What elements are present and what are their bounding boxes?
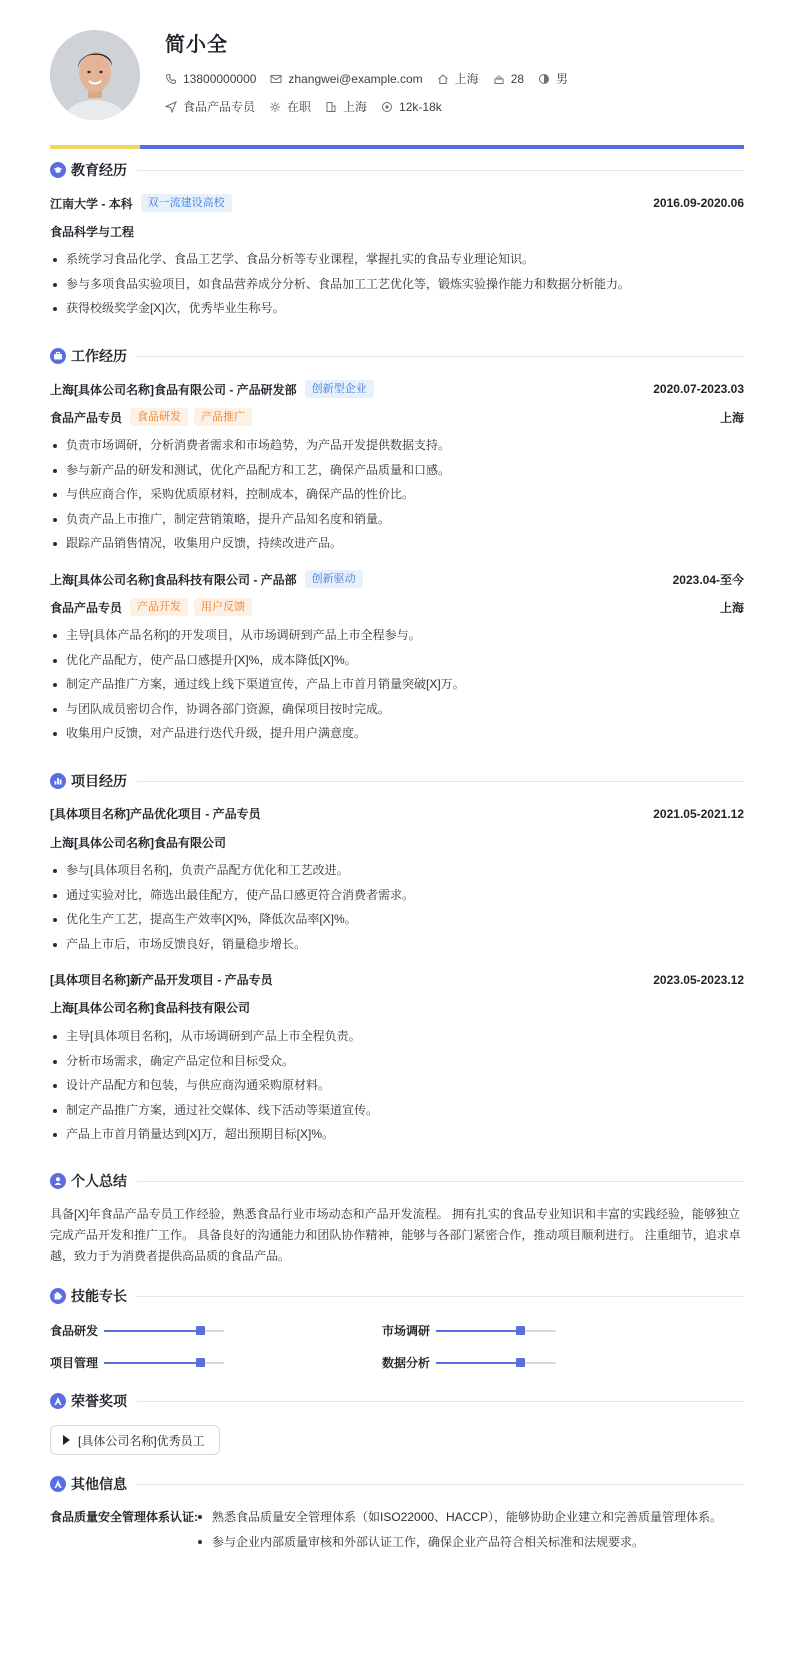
project-date: 2021.05-2021.12 <box>653 806 744 821</box>
info-icon <box>50 1476 66 1492</box>
profile-header <box>50 28 744 124</box>
award-icon <box>50 1393 66 1409</box>
job-1-role <box>50 408 744 426</box>
major-row <box>50 223 744 240</box>
education-date: 2016.09-2020.06 <box>653 196 744 210</box>
candidate-name: 简小全 <box>165 34 228 56</box>
gender-item <box>538 70 568 87</box>
job-1-header <box>50 380 744 398</box>
send-icon <box>165 101 177 113</box>
play-icon <box>63 1435 70 1445</box>
education-section-title: 教育经历 <box>50 160 744 180</box>
job-title-item <box>165 98 255 115</box>
skill-level-bar <box>436 1362 556 1364</box>
role-tag: 产品开发 <box>130 598 188 616</box>
project-1-bullets <box>50 858 744 956</box>
skill-item: 数据分析 <box>382 1354 556 1371</box>
other-label: 食品质量安全管理体系认证: <box>50 1510 198 1524</box>
projects-section-title: 项目经历 <box>50 771 744 791</box>
resume-page <box>50 0 744 1668</box>
graduation-cap-icon <box>50 162 66 178</box>
project-1-company <box>50 834 744 851</box>
award-label: [具体公司名称]优秀员工 <box>78 1433 205 1448</box>
other-section-title: 其他信息 <box>50 1474 744 1494</box>
list-item: 与供应商合作，采购优质原材料，控制成本，确保产品的性价比。 <box>50 482 744 507</box>
list-item: 设计产品配方和包装，与供应商沟通采购原材料。 <box>50 1073 744 1098</box>
contact-row <box>165 70 582 87</box>
salary-text: 12k-18k <box>399 99 442 114</box>
work-section-title: 工作经历 <box>50 346 744 366</box>
city-item <box>437 70 479 87</box>
building-icon <box>325 101 337 113</box>
summary-text: 具备[X]年食品产品专员工作经验，熟悉食品行业市场动态和产品开发流程。 拥有扎实的食品专业知识和丰富的实践经验，能够独立完成产品开发和推广工作。 具备良好的沟通能力和团队协作精神，能够与各部门紧密合作，推动项目顺利进行。 注重细节，追求卓越，致力于为消费者提供高品质的食品产品。 <box>50 1207 741 1263</box>
skill-item: 食品研发 <box>50 1322 224 1339</box>
project-2-header <box>50 971 744 988</box>
skill-level-bar <box>104 1362 224 1364</box>
job-location: 上海 <box>719 410 744 425</box>
list-item: 优化生产工艺，提高生产效率[X]%，降低次品率[X]%。 <box>50 907 744 932</box>
awards-section-title: 荣誉奖项 <box>50 1391 744 1411</box>
list-item: 参与多项食品实验项目，如食品营养成分分析、食品加工工艺优化等，锻炼实验操作能力和数据分析能力。 <box>50 272 744 297</box>
job-2-bullets <box>50 623 744 746</box>
list-item: 参与新产品的研发和测试，优化产品配方和工艺，确保产品质量和口感。 <box>50 458 744 483</box>
award-item[interactable] <box>50 1425 220 1455</box>
job-title-text: 食品产品专员 <box>183 100 256 114</box>
job-date: 2020.07-2023.03 <box>653 382 744 396</box>
mail-icon <box>270 73 282 85</box>
school-tag: 双一流建设高校 <box>141 194 232 212</box>
gender-icon <box>538 73 550 85</box>
salary-item <box>381 100 442 114</box>
skill-item: 市场调研 <box>382 1322 556 1339</box>
company-name: 上海[具体公司名称]食品科技有限公司 - 产品部 <box>50 572 297 587</box>
list-item: 跟踪产品销售情况，收集用户反馈，持续改进产品。 <box>50 531 744 556</box>
project-company: 上海[具体公司名称]食品科技有限公司 <box>50 1001 250 1015</box>
job-1-bullets <box>50 433 744 556</box>
phone-item <box>165 72 256 86</box>
role-title: 食品产品专员 <box>50 600 123 615</box>
project-company: 上海[具体公司名称]食品有限公司 <box>50 836 226 850</box>
education-header <box>50 194 744 212</box>
list-item: 主导[具体产品名称]的开发项目，从市场调研到产品上市全程参与。 <box>50 623 744 648</box>
other-list <box>196 1507 722 1557</box>
education-bullets <box>50 247 744 321</box>
header-divider-accent <box>50 145 140 149</box>
puzzle-icon <box>50 1288 66 1304</box>
list-item: 分析市场需求，确定产品定位和目标受众。 <box>50 1049 744 1074</box>
job-2-role <box>50 598 744 616</box>
project-2-company <box>50 999 744 1016</box>
summary-section-title: 个人总结 <box>50 1171 744 1191</box>
home-icon <box>437 73 449 85</box>
email-text: zhangwei@example.com <box>288 71 423 86</box>
city-text: 上海 <box>454 72 479 86</box>
company-tag: 创新型企业 <box>305 380 374 398</box>
skill-item: 项目管理 <box>50 1354 224 1371</box>
status-text: 在职 <box>287 100 312 114</box>
header-divider <box>50 145 744 149</box>
skills-section-title: 技能专长 <box>50 1286 744 1306</box>
briefcase-icon <box>50 348 66 364</box>
target-city-item <box>325 98 367 115</box>
list-item: 负责产品上市推广，制定营销策略，提升产品知名度和销量。 <box>50 507 744 532</box>
age-item <box>493 72 524 86</box>
cake-icon <box>493 73 505 85</box>
school-name: 江南大学 - 本科 <box>50 196 133 211</box>
email-item <box>270 72 422 86</box>
job-2-header <box>50 570 744 588</box>
project-2-bullets <box>50 1024 744 1147</box>
list-item: 负责市场调研，分析消费者需求和市场趋势，为产品开发提供数据支持。 <box>50 433 744 458</box>
list-item: 获得校级奖学金[X]次，优秀毕业生称号。 <box>50 296 744 321</box>
skill-level-bar <box>436 1330 556 1332</box>
status-item <box>269 98 311 115</box>
bar-chart-icon <box>50 773 66 789</box>
role-title: 食品产品专员 <box>50 410 123 425</box>
job-date: 2023.04-至今 <box>672 572 744 587</box>
coin-icon <box>381 101 393 113</box>
list-item: 参与[具体项目名称]，负责产品配方优化和工艺改进。 <box>50 858 744 883</box>
list-item: 参与企业内部质量审核和外部认证工作，确保企业产品符合相关标准和法规要求。 <box>196 1532 722 1557</box>
target-city-text: 上海 <box>343 100 368 114</box>
role-tag: 食品研发 <box>130 408 188 426</box>
list-item: 优化产品配方，使产品口感提升[X]%，成本降低[X]%。 <box>50 648 744 673</box>
list-item: 通过实验对比，筛选出最佳配方，使产品口感更符合消费者需求。 <box>50 883 744 908</box>
job-intent-row <box>165 98 456 115</box>
list-item: 产品上市后，市场反馈良好，销量稳步增长。 <box>50 932 744 957</box>
list-item: 收集用户反馈，对产品进行迭代升级，提升用户满意度。 <box>50 721 744 746</box>
phone-text: 13800000000 <box>183 71 257 86</box>
role-tag: 用户反馈 <box>194 598 252 616</box>
list-item: 制定产品推广方案，通过线上线下渠道宣传，产品上市首月销量突破[X]万。 <box>50 672 744 697</box>
user-icon <box>50 1173 66 1189</box>
project-name: [具体项目名称]产品优化项目 - 产品专员 <box>50 807 261 821</box>
list-item: 系统学习食品化学、食品工艺学、食品分析等专业课程，掌握扎实的食品专业理论知识。 <box>50 247 744 272</box>
list-item: 制定产品推广方案，通过社交媒体、线下活动等渠道宣传。 <box>50 1098 744 1123</box>
gender-text: 男 <box>556 72 569 86</box>
avatar <box>50 30 140 120</box>
skill-level-bar <box>104 1330 224 1332</box>
phone-icon <box>165 73 177 85</box>
list-item: 主导[具体项目名称]，从市场调研到产品上市全程负责。 <box>50 1024 744 1049</box>
age-text: 28 <box>510 71 525 86</box>
list-item: 与团队成员密切合作，协调各部门资源，确保项目按时完成。 <box>50 697 744 722</box>
list-item: 熟悉食品质量安全管理体系（如ISO22000、HACCP），能够协助企业建立和完善质量管理体系。 <box>196 1507 722 1532</box>
project-name: [具体项目名称]新产品开发项目 - 产品专员 <box>50 973 273 987</box>
role-tag: 产品推广 <box>194 408 252 426</box>
project-date: 2023.05-2023.12 <box>653 972 744 987</box>
project-1-header <box>50 805 744 822</box>
gear-icon <box>269 101 281 113</box>
list-item: 产品上市首月销量达到[X]万，超出预期目标[X]%。 <box>50 1122 744 1147</box>
company-name: 上海[具体公司名称]食品有限公司 - 产品研发部 <box>50 382 297 397</box>
company-tag: 创新驱动 <box>305 570 363 588</box>
major-name: 食品科学与工程 <box>50 225 135 239</box>
job-location: 上海 <box>719 600 744 615</box>
